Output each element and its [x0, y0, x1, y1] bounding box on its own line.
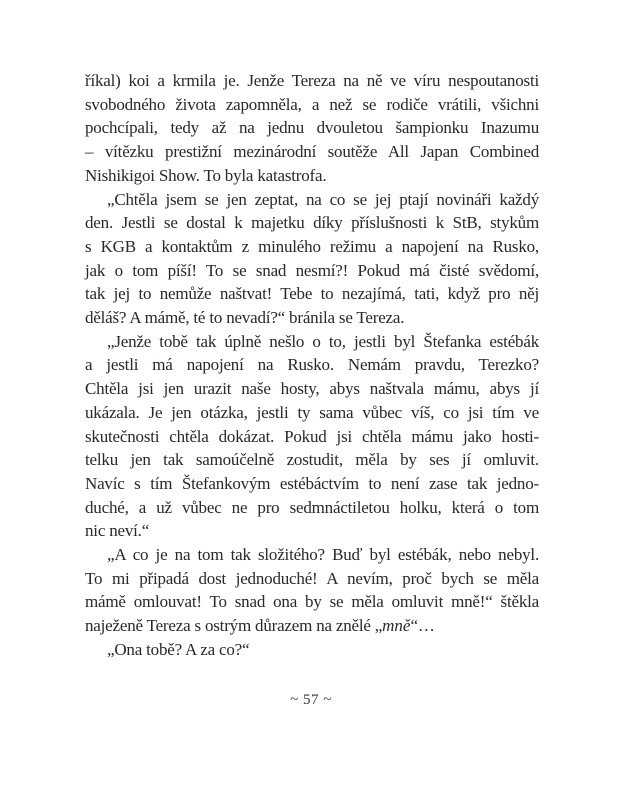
page-number: ~ 57 ~	[290, 692, 332, 708]
text-line: skutečnosti chtěla dokázat. Pokud jsi chtěla mámu jako hosti-	[85, 426, 539, 446]
text-line: duché, a už vůbec ne pro sedmnáctiletou holku, která o tom	[85, 497, 539, 517]
page-text-block	[85, 69, 539, 662]
text-line: nic neví.“	[85, 521, 150, 541]
text-line: telku jen tak samoúčelně zostudit, měla by ses jí omluvit.	[85, 450, 539, 470]
text-line: jak o tom píší! To se snad nesmí?! Pokud má čisté svědomí,	[85, 260, 539, 280]
text-line: „Ona tobě? A za co?“	[107, 639, 250, 659]
text-line: děláš? A mámě, té to nevadí?“ bránila se Tereza.	[85, 308, 405, 328]
paragraph	[85, 638, 539, 662]
paragraph	[85, 188, 539, 330]
text-segment: naježeně Tereza s ostrým důrazem na znělé „	[85, 616, 383, 636]
text-line: s KGB a kontaktům z minulého režimu a napojení na Rusko,	[85, 236, 539, 256]
page-number-footer	[0, 692, 622, 709]
paragraph	[85, 543, 539, 638]
text-line: Chtěla jsi jen urazit naše hosty, abys naštvala mámu, abys jí	[85, 379, 539, 399]
text-line: a jestli má napojení na Rusko. Nemám pravdu, Terezko?	[85, 355, 539, 375]
text-line: říkal) koi a krmila je. Jenže Tereza na ně ve víru nespoutanosti	[85, 71, 539, 90]
text-line: ukázala. Je jen otázka, jestli ty sama vůbec víš, co jsi tím ve	[85, 402, 539, 422]
text-line: To mi připadá dost jednoduché! A nevím, proč bych se měla	[85, 568, 539, 588]
text-line: mámě omlouvat! To snad ona by se měla omluvit mně!“ štěkla	[85, 592, 539, 612]
text-line	[85, 614, 539, 638]
text-line: „Jenže tobě tak úplně nešlo o to, jestli byl Štefanka estébák	[107, 331, 539, 351]
text-line: svobodného života zapomněla, a než se rodiče vrátili, všichni	[85, 94, 539, 114]
text-line: Nishikigoi Show. To byla katastrofa.	[85, 165, 327, 185]
text-line: – vítězku prestižní mezinárodní soutěže All Japan Combined	[85, 142, 539, 162]
text-line: tak jej to nemůže naštvat! Tebe to nezajímá, tati, když pro něj	[85, 284, 539, 304]
text-line: „A co je na tom tak složitého? Buď byl estébák, nebo nebyl.	[107, 545, 539, 565]
text-line: den. Jestli se dostal k majetku díky příslušnosti k StB, stykům	[85, 213, 539, 233]
emphasized-word: mně	[382, 616, 411, 636]
paragraph	[85, 69, 539, 188]
paragraph	[85, 330, 539, 543]
text-line: „Chtěla jsem se jen zeptat, na co se jej ptají novináři každý	[107, 189, 539, 209]
text-segment: “…	[410, 616, 435, 636]
text-line: pochcípali, tedy až na jednu dvouletou šampionku Inazumu	[85, 118, 539, 138]
text-line: Navíc s tím Štefankovým estébáctvím to není zase tak jedno-	[85, 473, 539, 493]
